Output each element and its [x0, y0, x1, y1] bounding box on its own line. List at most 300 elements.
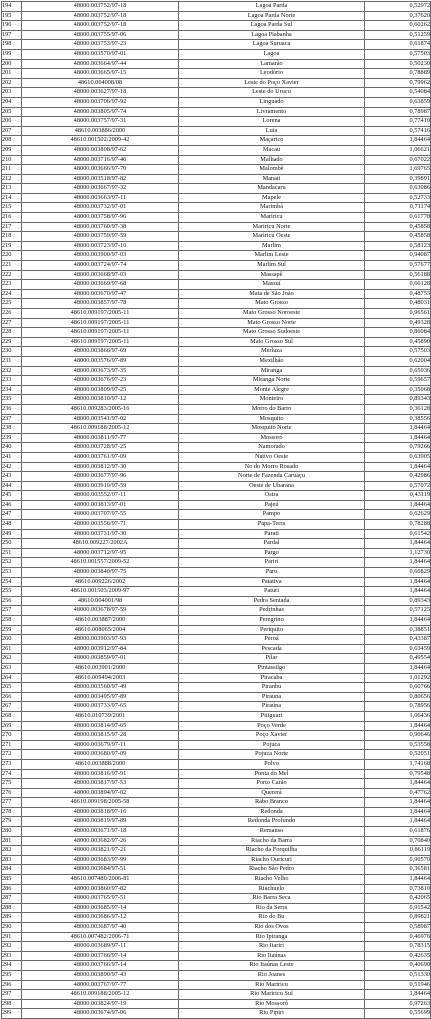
table-row [2, 798, 431, 808]
value-cell: 0,61876 [365, 827, 431, 837]
table-row [2, 836, 431, 846]
value-cell: 1,84464 [365, 663, 431, 673]
process-code-cell: 48000.003819/97-89 [22, 817, 179, 827]
row-number-cell: 275 [2, 779, 22, 789]
field-name-cell: Livramento [179, 107, 365, 117]
table-row [2, 78, 431, 88]
row-number-cell: 210 [2, 155, 22, 165]
field-name-cell: Mato Grosso Noroeste [179, 309, 365, 319]
field-name-cell: Piranbu [179, 683, 365, 693]
value-cell: 0,55699 [365, 1009, 431, 1019]
value-cell: 0,86119 [365, 846, 431, 856]
value-cell: 0,46976 [365, 932, 431, 942]
field-name-cell: Nativo Oeste [179, 452, 365, 462]
field-name-cell: Mexilhão [179, 356, 365, 366]
field-name-cell: Pardal [179, 539, 365, 549]
value-cell: 1,74168 [365, 759, 431, 769]
process-code-cell: 48000.003682/97-26 [22, 836, 179, 846]
table-row [2, 759, 431, 769]
row-number-cell: 295 [2, 970, 22, 980]
row-number-cell: 279 [2, 817, 22, 827]
table-row [2, 548, 431, 558]
process-code-cell: 48610.009283/2005-16 [22, 404, 179, 414]
row-number-cell: 214 [2, 193, 22, 203]
value-cell: 1,84464 [365, 462, 431, 472]
table-row [2, 683, 431, 693]
row-number-cell: 215 [2, 203, 22, 213]
table-row [2, 174, 431, 184]
process-code-cell: 48000.003813/97-01 [22, 500, 179, 510]
process-code-cell: 48000.003518/97-82 [22, 174, 179, 184]
table-row [2, 740, 431, 750]
row-number-cell: 287 [2, 894, 22, 904]
row-number-cell: 213 [2, 184, 22, 194]
process-code-cell: 48000.003765/97-51 [22, 894, 179, 904]
value-cell: 0,37620 [365, 11, 431, 21]
row-number-cell: 256 [2, 596, 22, 606]
row-number-cell: 298 [2, 999, 22, 1009]
row-number-cell: 227 [2, 318, 22, 328]
process-code-cell: 48000.003731/97-30 [22, 529, 179, 539]
row-number-cell: 236 [2, 404, 22, 414]
field-name-cell: Marlim Sul [179, 261, 365, 271]
row-number-cell: 201 [2, 69, 22, 79]
table-row [2, 942, 431, 952]
process-code-cell: 48000.003821/97-21 [22, 846, 179, 856]
table-row [2, 107, 431, 117]
process-code-cell: 48000.003761/97-09 [22, 452, 179, 462]
process-code-cell: 48610.001503/2009-97 [22, 587, 179, 597]
table-row [2, 126, 431, 136]
row-number-cell: 299 [2, 1009, 22, 1019]
table-row [2, 289, 431, 299]
table-row [2, 990, 431, 1000]
table-row [2, 213, 431, 223]
field-name-cell: Pintassilgo [179, 663, 365, 673]
field-name-cell: Lagoa Suruaca [179, 40, 365, 50]
value-cell: 0,57416 [365, 126, 431, 136]
value-cell: 0,73810 [365, 884, 431, 894]
process-code-cell: 48610.009197/2005-11 [22, 318, 179, 328]
row-number-cell: 261 [2, 644, 22, 654]
value-cell: 1,84464 [365, 779, 431, 789]
row-number-cell: 212 [2, 174, 22, 184]
table-row [2, 558, 431, 568]
field-name-cell: Lagoa Parda Sul [179, 21, 365, 31]
process-code-cell: 48000.003627/97-18 [22, 88, 179, 98]
field-name-cell: Remanso [179, 827, 365, 837]
process-code-cell: 48000.003560/97-49 [22, 683, 179, 693]
field-name-cell: Mossoró [179, 433, 365, 443]
row-number-cell: 204 [2, 97, 22, 107]
value-cell: 1,84464 [365, 558, 431, 568]
row-number-cell: 231 [2, 356, 22, 366]
process-code-cell: 48610.003887/2000 [22, 616, 179, 626]
table-row [2, 21, 431, 31]
field-name-cell: Marimbá [179, 203, 365, 213]
value-cell: 0,45890 [365, 337, 431, 347]
value-cell: 0,71174 [365, 203, 431, 213]
row-number-cell: 234 [2, 385, 22, 395]
row-number-cell: 258 [2, 616, 22, 626]
value-cell: 0,45858 [365, 222, 431, 232]
process-code-cell: 48000.003685/97-14 [22, 903, 179, 913]
value-cell: 0,45858 [365, 232, 431, 242]
table-row [2, 711, 431, 721]
process-code-cell: 48000.003818/97-16 [22, 807, 179, 817]
table-row [2, 385, 431, 395]
process-code-cell: 48000.003728/97-25 [22, 443, 179, 453]
process-code-cell: 48000.003689/97-11 [22, 942, 179, 952]
row-number-cell: 294 [2, 961, 22, 971]
value-cell: 0,39891 [365, 174, 431, 184]
process-code-cell: 48000.003541/97-02 [22, 414, 179, 424]
row-number-cell: 251 [2, 548, 22, 558]
field-name-cell: Mandacaru [179, 184, 365, 194]
row-number-cell: 242 [2, 462, 22, 472]
value-cell: 0,50230 [365, 59, 431, 69]
field-name-cell: Rabo Branco [179, 798, 365, 808]
row-number-cell: 288 [2, 903, 22, 913]
process-code-cell: 48000.003890/97-43 [22, 970, 179, 980]
field-name-cell: Lagoa Parda Norte [179, 11, 365, 21]
row-number-cell: 237 [2, 414, 22, 424]
table-row [2, 433, 431, 443]
field-name-cell: Riacho da Barra [179, 836, 365, 846]
table-row [2, 232, 431, 242]
table-row [2, 654, 431, 664]
row-number-cell: 200 [2, 59, 22, 69]
process-code-cell: 48610.007482/2006-71 [22, 932, 179, 942]
table-row [2, 395, 431, 405]
field-name-cell: Monteiro [179, 395, 365, 405]
value-cell: 0,59657 [365, 376, 431, 386]
process-code-cell: 48000.003664/97-44 [22, 59, 179, 69]
field-name-cell: Oeste de Ubarana [179, 481, 365, 491]
row-number-cell: 240 [2, 443, 22, 453]
table-row [2, 539, 431, 549]
value-cell: 0,79548 [365, 769, 431, 779]
field-name-cell: Monte Alegre [179, 385, 365, 395]
field-name-cell: Riacho da Forquilha [179, 846, 365, 856]
process-code-cell: 48000.003767/97-77 [22, 980, 179, 990]
value-cell: 0,78288 [365, 520, 431, 530]
value-cell: 0,97263 [365, 999, 431, 1009]
row-number-cell: 205 [2, 107, 22, 117]
table-row [2, 731, 431, 741]
process-code-cell: 48000.003724/97-74 [22, 261, 179, 271]
table-row [2, 980, 431, 990]
value-cell: 1,84464 [365, 875, 431, 885]
row-number-cell: 211 [2, 165, 22, 175]
process-code-cell: 48000.003753/97-23 [22, 40, 179, 50]
table-row [2, 145, 431, 155]
value-cell: 0,38556 [365, 414, 431, 424]
process-code-cell: 48610.008065/2004 [22, 625, 179, 635]
value-cell: 1,84464 [365, 616, 431, 626]
value-cell: 0,63459 [365, 644, 431, 654]
field-name-cell: Pojuca Norte [179, 750, 365, 760]
value-cell: 0,60766 [365, 683, 431, 693]
table-row [2, 443, 431, 453]
field-name-cell: Paturi [179, 587, 365, 597]
process-code-cell: 48610.003888/2000 [22, 759, 179, 769]
table-row [2, 491, 431, 501]
table-row [2, 817, 431, 827]
field-name-cell: Mato Grosso [179, 299, 365, 309]
field-name-cell: Massuí [179, 280, 365, 290]
process-code-cell: 48000.003859/97-01 [22, 654, 179, 664]
process-code-cell: 48000.003840/97-75 [22, 568, 179, 578]
field-name-cell: Marlim Leste [179, 251, 365, 261]
process-code-cell: 48610.003886/2000 [22, 126, 179, 136]
process-code-cell: 48000.003663/97-11 [22, 193, 179, 203]
field-name-cell: Marlim [179, 241, 365, 251]
row-number-cell: 271 [2, 740, 22, 750]
field-name-cell: Ostra [179, 491, 365, 501]
field-name-cell: Pajeú [179, 500, 365, 510]
value-cell: 0,96561 [365, 309, 431, 319]
value-cell: 0,62629 [365, 510, 431, 520]
row-number-cell: 246 [2, 500, 22, 510]
value-cell: 1,06436 [365, 711, 431, 721]
table-row [2, 337, 431, 347]
table-row [2, 347, 431, 357]
field-name-cell: Riacho Velho [179, 875, 365, 885]
row-number-cell: 280 [2, 827, 22, 837]
value-cell: 0,62004 [365, 356, 431, 366]
table-row [2, 366, 431, 376]
field-name-cell: Merluza [179, 347, 365, 357]
value-cell: 0,67022 [365, 155, 431, 165]
value-cell: 1,84464 [365, 424, 431, 434]
process-code-cell: 48000.003811/97-77 [22, 433, 179, 443]
field-name-cell: Malombê [179, 165, 365, 175]
row-number-cell: 203 [2, 88, 22, 98]
table-row [2, 961, 431, 971]
row-number-cell: 243 [2, 472, 22, 482]
value-cell: 0,61542 [365, 529, 431, 539]
row-number-cell: 250 [2, 539, 22, 549]
value-cell: 0,42065 [365, 894, 431, 904]
field-name-cell: Redonda Profundo [179, 817, 365, 827]
row-number-cell: 199 [2, 49, 22, 59]
field-name-cell: Papa-Terra [179, 520, 365, 530]
field-name-cell: Pedra Sentada [179, 596, 365, 606]
value-cell: 0,47762 [365, 788, 431, 798]
row-number-cell: 196 [2, 21, 22, 31]
process-code-cell: 48000.003755/97-06 [22, 30, 179, 40]
row-number-cell: 198 [2, 40, 22, 50]
field-name-cell: Peroá [179, 635, 365, 645]
row-number-cell: 290 [2, 923, 22, 933]
process-code-cell: 48610.004001/98 [22, 596, 179, 606]
row-number-cell: 284 [2, 865, 22, 875]
table-row [2, 155, 431, 165]
value-cell: 0,56188 [365, 270, 431, 280]
field-name-cell: Lagoa [179, 49, 365, 59]
process-code-cell: 48000.003752/97-18 [22, 2, 179, 12]
table-row [2, 625, 431, 635]
table-row [2, 884, 431, 894]
table-row [2, 827, 431, 837]
row-number-cell: 194 [2, 2, 22, 12]
row-number-cell: 228 [2, 328, 22, 338]
field-name-cell: Rio da Serra [179, 903, 365, 913]
table-row [2, 472, 431, 482]
process-code-cell: 48610.004008/08 [22, 78, 179, 88]
table-body [2, 2, 431, 1019]
process-code-cell: 48000.003812/97-30 [22, 462, 179, 472]
field-name-cell: Rio dos Ovos [179, 923, 365, 933]
table-row [2, 270, 431, 280]
value-cell: 0,91542 [365, 903, 431, 913]
value-cell: 0,48753 [365, 289, 431, 299]
field-name-cell: Luia [179, 126, 365, 136]
process-code-cell: 48000.003732/97-01 [22, 203, 179, 213]
value-cell: 0,70840 [365, 836, 431, 846]
table-row [2, 692, 431, 702]
value-cell: 1,84464 [365, 500, 431, 510]
row-number-cell: 296 [2, 980, 22, 990]
row-number-cell: 208 [2, 136, 22, 146]
field-name-cell: Rio Itaúnas [179, 951, 365, 961]
field-name-cell: Namorado [179, 443, 365, 453]
row-number-cell: 291 [2, 932, 22, 942]
value-cell: 0,52733 [365, 193, 431, 203]
field-name-cell: Mariricu Norte [179, 222, 365, 232]
process-code-cell: 48000.003757/97-31 [22, 117, 179, 127]
process-code-cell: 48000.003723/97-10 [22, 241, 179, 251]
field-name-cell: Mosquito [179, 414, 365, 424]
value-cell: 0,61778 [365, 213, 431, 223]
value-cell: 0,57503 [365, 49, 431, 59]
process-code-cell: 48000.003814/97-65 [22, 721, 179, 731]
row-number-cell: 229 [2, 337, 22, 347]
field-name-cell: Leodório [179, 69, 365, 79]
field-name-cell: Piraúna [179, 702, 365, 712]
row-number-cell: 248 [2, 520, 22, 530]
row-number-cell: 254 [2, 577, 22, 587]
table-row [2, 40, 431, 50]
field-name-cell: Mato Grosso Sul [179, 337, 365, 347]
row-number-cell: 293 [2, 951, 22, 961]
process-code-cell: 48000.003712/97-95 [22, 548, 179, 558]
row-number-cell: 269 [2, 721, 22, 731]
table-row [2, 376, 431, 386]
row-number-cell: 253 [2, 568, 22, 578]
process-code-cell: 48000.003752/97-18 [22, 21, 179, 31]
field-name-cell: Pariri [179, 558, 365, 568]
process-code-cell: 48610.003901/2000 [22, 663, 179, 673]
row-number-cell: 252 [2, 558, 22, 568]
field-name-cell: Mosquito Norte [179, 424, 365, 434]
field-name-cell: Quererá [179, 788, 365, 798]
row-number-cell: 276 [2, 788, 22, 798]
table-row [2, 136, 431, 146]
table-row [2, 903, 431, 913]
process-code-cell: 48000.003810/97-12 [22, 395, 179, 405]
field-name-cell: Norte de Fazenda Caruaçu [179, 472, 365, 482]
row-number-cell: 260 [2, 635, 22, 645]
table-row [2, 117, 431, 127]
row-number-cell: 225 [2, 299, 22, 309]
row-number-cell: 219 [2, 241, 22, 251]
field-name-cell: Pedrinhas [179, 606, 365, 616]
field-name-cell: Rio Mariricu Sul [179, 990, 365, 1000]
table-row [2, 328, 431, 338]
process-code-cell: 48000.003665/97-15 [22, 69, 179, 79]
row-number-cell: 226 [2, 309, 22, 319]
table-row [2, 702, 431, 712]
row-number-cell: 222 [2, 270, 22, 280]
table-row [2, 462, 431, 472]
table-row [2, 356, 431, 366]
row-number-cell: 235 [2, 395, 22, 405]
field-name-cell: Riacho São Pedro [179, 865, 365, 875]
row-number-cell: 259 [2, 625, 22, 635]
row-number-cell: 273 [2, 759, 22, 769]
field-name-cell: Mata de São João [179, 289, 365, 299]
field-name-cell: Rio Mariricu [179, 980, 365, 990]
table-row [2, 673, 431, 683]
field-name-cell: Miranga [179, 366, 365, 376]
process-code-cell: 48610.009188/2005-12 [22, 990, 179, 1000]
field-name-cell: Parati [179, 529, 365, 539]
row-number-cell: 267 [2, 702, 22, 712]
process-code-cell: 48610.009494/2003 [22, 673, 179, 683]
row-number-cell: 209 [2, 145, 22, 155]
field-name-cell: Riachuelo [179, 884, 365, 894]
row-number-cell: 206 [2, 117, 22, 127]
field-name-cell: Morro do Barro [179, 404, 365, 414]
field-name-cell: Mato Grosso Norte [179, 318, 365, 328]
process-code-cell: 48000.003687/97-40 [22, 923, 179, 933]
field-name-cell: No do Morro Rosado [179, 462, 365, 472]
table-row [2, 913, 431, 923]
table-row [2, 520, 431, 530]
value-cell: 0,63905 [365, 452, 431, 462]
process-code-cell: 48610.001557/2009-52 [22, 558, 179, 568]
row-number-cell: 241 [2, 452, 22, 462]
process-code-cell: 48000.003680/97-09 [22, 750, 179, 760]
field-name-cell: Rio Itaúnas Leste [179, 961, 365, 971]
value-cell: 1,84464 [365, 990, 431, 1000]
row-number-cell: 286 [2, 884, 22, 894]
value-cell: 0,61874 [365, 40, 431, 50]
row-number-cell: 292 [2, 942, 22, 952]
field-name-cell: Lorena [179, 117, 365, 127]
value-cell: 0,52051 [365, 750, 431, 760]
value-cell: 0,89343 [365, 395, 431, 405]
table-row [2, 30, 431, 40]
value-cell: 0,79962 [365, 78, 431, 88]
value-cell: 0,90570 [365, 855, 431, 865]
value-cell: 1,84464 [365, 136, 431, 146]
table-row [2, 404, 431, 414]
value-cell: 1,84464 [365, 539, 431, 549]
process-code-cell: 48000.003758/97-96 [22, 213, 179, 223]
process-code-cell: 48000.003805/97-74 [22, 107, 179, 117]
process-code-cell: 48000.003679/97-11 [22, 740, 179, 750]
value-cell: 0,80656 [365, 692, 431, 702]
row-number-cell: 265 [2, 683, 22, 693]
value-cell: 0,42986 [365, 472, 431, 482]
process-code-cell: 48000.003815/97-28 [22, 731, 179, 741]
field-name-cell: Mato Grosso Sudoeste [179, 328, 365, 338]
row-number-cell: 270 [2, 731, 22, 741]
field-name-cell: Lagoa Piabanha [179, 30, 365, 40]
